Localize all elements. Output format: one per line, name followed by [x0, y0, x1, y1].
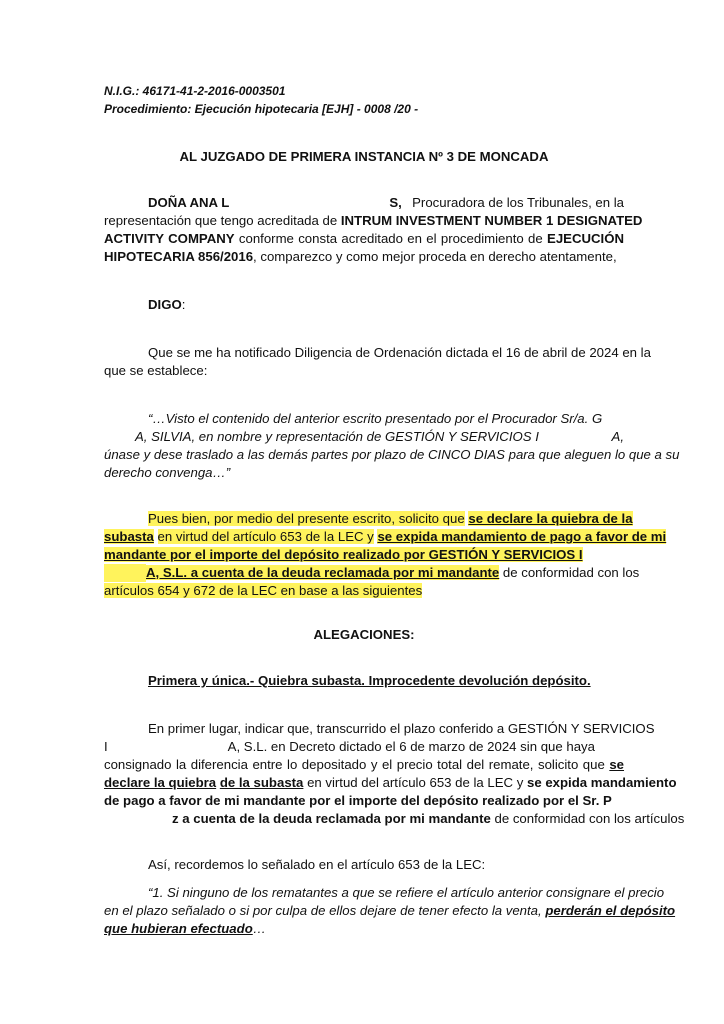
section-title-text: Primera y única.- Quiebra subasta. Improcedente devolución depósito.: [148, 673, 591, 688]
intro-name-start: DOÑA ANA L: [148, 195, 230, 210]
body-l3-a: consignado la diferencia entre lo depositado y el precio total del remate, solicito que: [104, 757, 605, 772]
request-line-5: [104, 582, 624, 600]
body-l1: En primer lugar, indicar que, transcurrido el plazo conferido a GESTIÓN Y SERVICIOS: [148, 721, 655, 736]
intro-l4-b: , comparezco y como mejor proceda en derecho atentamente,: [253, 249, 617, 264]
digo-heading: [148, 296, 668, 314]
nig-line: [104, 82, 624, 100]
quote1-line-2: [135, 428, 624, 446]
body-line-4: [104, 774, 677, 792]
request-l2-b: en virtud del artículo 653 de la LEC y: [157, 529, 374, 544]
intro-l3-c: EJECUCIÓN: [547, 231, 624, 246]
quote1-l3: únase y dese traslado a las demás partes por plazo de CINCO DIAS para que aleguen lo que a su: [104, 447, 680, 462]
request-l5: artículos 654 y 672 de la LEC en base a las siguientes: [104, 583, 423, 598]
body-line-2: [104, 738, 624, 756]
digo-text: DIGO: [148, 297, 182, 312]
quote2-line-1: [148, 884, 665, 902]
body-l2-a: I: [104, 739, 108, 754]
body-line-5: [104, 792, 624, 810]
quote1-line-4: [104, 464, 624, 482]
request-l1-b: se declare la quiebra de la: [468, 511, 633, 526]
request-line-4: [104, 564, 640, 582]
request-l3: mandante por el importe del depósito realizado por GESTIÓN Y SERVICIOS I: [104, 547, 583, 562]
quote1-l4: derecho convenga…”: [104, 465, 231, 480]
intro-line-3: [104, 230, 624, 248]
intro-name-end: S,: [389, 195, 402, 210]
digo-colon: :: [181, 297, 186, 312]
intro-l4-a: HIPOTECARIA 856/2016: [104, 249, 254, 264]
request-line-1: [148, 510, 633, 528]
alegaciones-heading: [104, 626, 624, 644]
intro-l2-b: INTRUM INVESTMENT NUMBER 1 DESIGNATED: [340, 213, 643, 228]
quote1-line-1: [148, 410, 624, 428]
quote2-l2-b: perderán el depósito: [545, 903, 676, 918]
quote2-line-2: [104, 902, 676, 920]
request-l4-a: A, S.L. a cuenta de la deuda reclamada por mi mandante: [146, 565, 500, 580]
quote1-line-3: [104, 446, 680, 464]
body-l4-d: se expida mandamiento: [527, 775, 677, 790]
quote2-l3-b: …: [252, 921, 266, 936]
intro-line-2: [104, 212, 643, 230]
notif-line-1: [148, 344, 651, 362]
quote2-l2-a: en el plazo señalado o si por culpa de ellos dejare de tener efecto la venta,: [104, 903, 542, 918]
quote1-l2-b: A,: [611, 429, 624, 444]
request-l4-b: de conformidad con los: [502, 565, 640, 580]
body-l5: de pago a favor de mi mandante por el importe del depósito realizado por el Sr. P: [104, 793, 612, 808]
request-l2-c: se expida mandamiento de pago a favor de mi: [377, 529, 667, 544]
body-line-1: [148, 720, 655, 738]
body-l2-b: A, S.L. en Decreto dictado el 6 de marzo de 2024 sin que haya: [227, 739, 595, 754]
body-line-6: [104, 810, 685, 828]
request-l1-a: Pues bien, por medio del presente escrito, solicito que: [148, 511, 465, 526]
body-l3-b: se: [609, 757, 625, 772]
alegaciones-text: ALEGACIONES:: [313, 627, 415, 642]
body-l6-a: z a cuenta de la deuda reclamada por mi mandante: [172, 811, 491, 826]
body-l4-c: en virtud del artículo 653 de la LEC y: [307, 775, 524, 790]
quote2-l1: “1. Si ninguno de los rematantes a que se refiere el artículo anterior consignare el precio: [148, 885, 665, 900]
request-line-2: [104, 528, 667, 546]
nig-text: N.I.G.: 46171-41-2-2016-0003501: [104, 84, 286, 98]
procedimiento-text: Procedimiento: Ejecución hipotecaria [EJH] - 0008 /20 -: [104, 102, 419, 116]
court-title-text: AL JUZGADO DE PRIMERA INSTANCIA Nº 3 DE MONCADA: [179, 149, 549, 164]
recall-line: [148, 856, 624, 874]
quote2-l3-a: que hubieran efectuado: [104, 921, 253, 936]
intro-l3-b: conforme consta acreditado en el procedimiento de: [238, 231, 543, 246]
quote1-l2-a: A, SILVIA, en nombre y representación de GESTIÓN Y SERVICIOS I: [135, 429, 539, 444]
quote2-line-3: [104, 920, 624, 938]
procedimiento-line: [104, 100, 624, 118]
recall-text: Así, recordemos lo señalado en el artículo 653 de la LEC:: [148, 857, 486, 872]
intro-l2-a: representación que tengo acreditada de: [104, 213, 338, 228]
notif-line-2: [104, 362, 624, 380]
body-l4-b: de la subasta: [219, 775, 304, 790]
body-l4-a: declare la quiebra: [104, 775, 217, 790]
intro-l3-a: ACTIVITY COMPANY: [104, 231, 235, 246]
body-line-3: [104, 756, 624, 774]
notif-l1: Que se me ha notificado Diligencia de Ordenación dictada el 16 de abril de 2024 en la: [148, 345, 651, 360]
request-line-3: [104, 546, 624, 564]
section-title: [148, 672, 624, 690]
quote1-l1: “…Visto el contenido del anterior escrito presentado por el Procurador Sr/a. G: [148, 411, 603, 426]
intro-line-4: [104, 248, 624, 266]
request-l2-a: subasta: [104, 529, 154, 544]
notif-l2: que se establece:: [104, 363, 208, 378]
court-title: [104, 148, 624, 166]
intro-l1-rest: Procuradora de los Tribunales, en la: [412, 195, 624, 210]
body-l6-b: de conformidad con los artículos: [494, 811, 685, 826]
intro-line-1: [148, 194, 624, 212]
